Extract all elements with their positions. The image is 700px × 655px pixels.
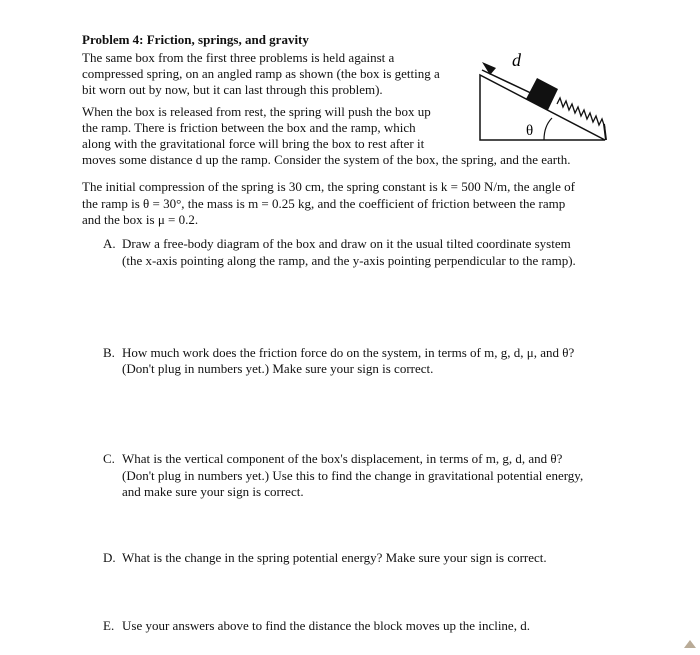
arrow-head-icon	[482, 62, 496, 75]
para2-line: When the box is released from rest, the spring will push the box up	[82, 104, 431, 119]
spring	[557, 98, 605, 128]
para3-line: and the box is μ = 0.2.	[82, 212, 199, 227]
problem-title: Problem 4: Friction, springs, and gravity	[82, 32, 309, 47]
question-c-letter: C.	[103, 451, 115, 466]
para3-line: the ramp is θ = 30°, the mass is m = 0.25 kg, and the coefficient of friction between the ramp	[82, 196, 566, 211]
question-d-letter: D.	[103, 550, 116, 565]
ramp-diagram	[460, 40, 620, 160]
question-e-letter: E.	[103, 618, 115, 633]
para3-line: The initial compression of the spring is 30 cm, the spring constant is k = 500 N/m, the angle of	[82, 179, 575, 194]
distance-label: d	[512, 50, 521, 70]
question-a-line: Draw a free-body diagram of the box and draw on it the usual tilted coordinate system	[122, 236, 571, 251]
question-b-line: How much work does the friction force do on the system, in terms of m, g, d, μ, and θ?	[122, 345, 575, 360]
para1-line: compressed spring, on an angled ramp as shown (the box is getting a	[82, 66, 440, 81]
question-a-letter: A.	[103, 236, 116, 251]
box	[526, 78, 558, 110]
question-b-line: (Don't plug in numbers yet.) Make sure your sign is correct.	[122, 361, 434, 376]
para2-line: the ramp. There is friction between the box and the ramp, which	[82, 120, 416, 135]
spring-wall	[604, 124, 606, 140]
question-a-line: (the x-axis pointing along the ramp, and the y-axis pointing perpendicular to the ramp).	[122, 253, 576, 268]
question-c-line: and make sure your sign is correct.	[122, 484, 304, 499]
question-e-line: Use your answers above to find the distance the block moves up the incline, d.	[122, 618, 530, 633]
para2-line: moves some distance d up the ramp. Consider the system of the box, the spring, and the earth.	[82, 152, 571, 167]
para1-line: bit worn out by now, but it can last through this problem).	[82, 82, 383, 97]
angle-arc	[544, 118, 552, 140]
question-c-line: (Don't plug in numbers yet.) Use this to find the change in gravitational potential energy,	[122, 468, 584, 483]
para1-line: The same box from the first three problems is held against a	[82, 50, 395, 65]
para2-line: along with the gravitational force will bring the box to rest after it	[82, 136, 425, 151]
scroll-up-arrow-icon[interactable]	[684, 640, 696, 648]
angle-label: θ	[526, 123, 534, 139]
question-c-line: What is the vertical component of the box's displacement, in terms of m, g, d, and θ?	[122, 451, 563, 466]
question-b-letter: B.	[103, 345, 115, 360]
question-d-line: What is the change in the spring potential energy? Make sure your sign is correct.	[122, 550, 547, 565]
